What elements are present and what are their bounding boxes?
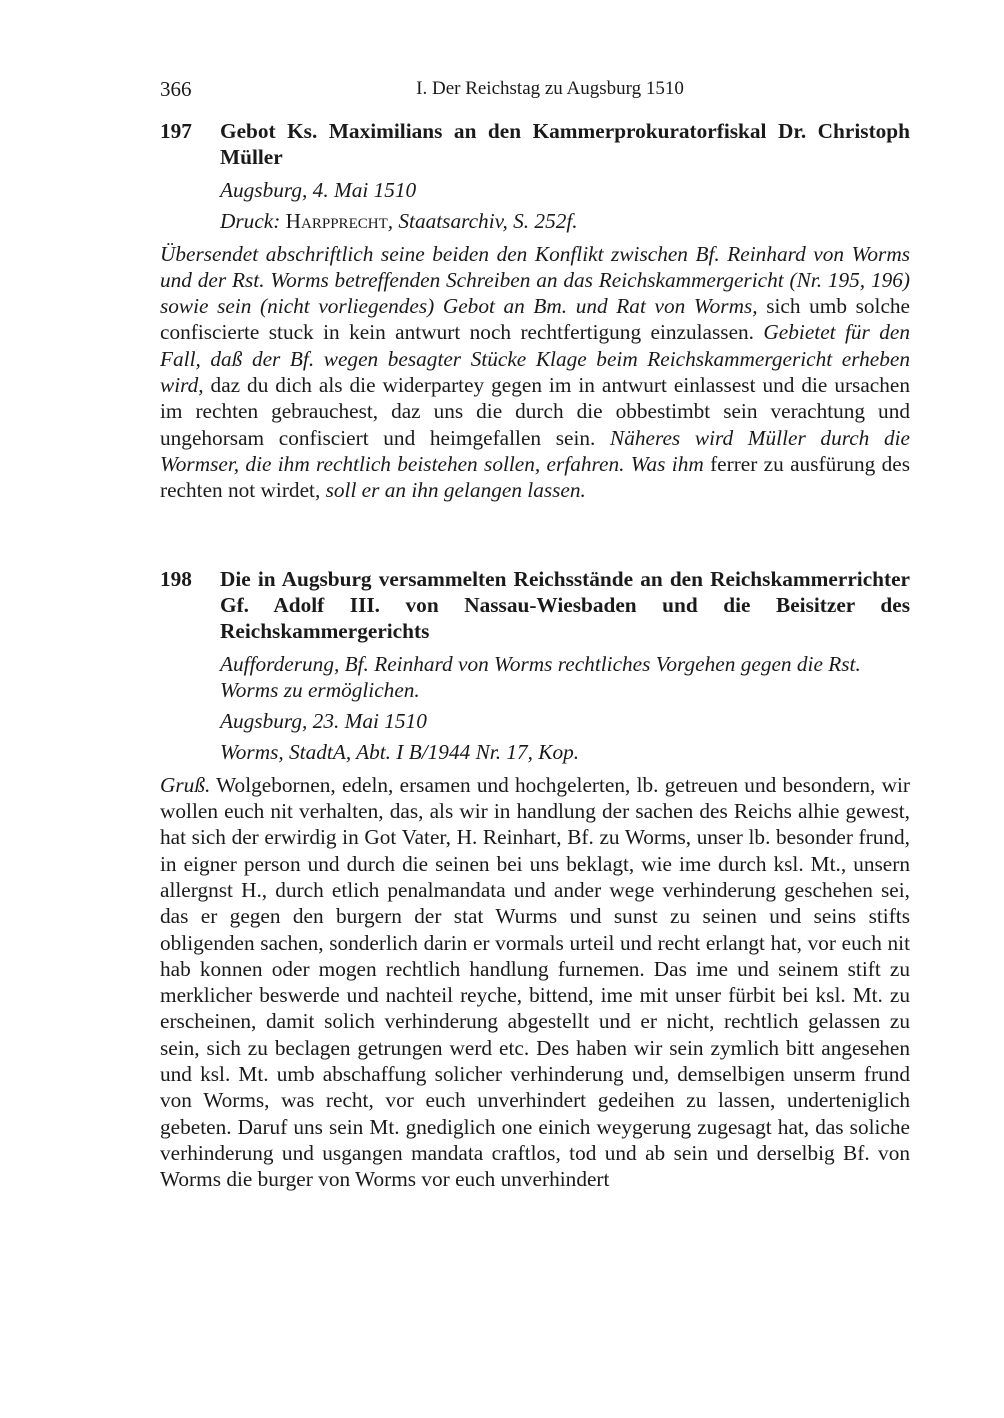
- body-segment: sich umb solche confiscierte stuck in kein antwurt noch rechtfertigung einzulassen.: [160, 294, 910, 345]
- running-header: [160, 76, 910, 106]
- entry-body: [160, 241, 910, 504]
- print-author: Harpprecht: [285, 209, 388, 234]
- body-segment: Näheres wird Müller durch die Wormser, die ihm rechtlich beistehen sollen, erfahren. Was ihm: [160, 425, 910, 476]
- entry-number: 198: [160, 566, 192, 591]
- body-segment: Gebietet für den Fall, daß der Bf. wegen besagter Stücke Klage beim Reichskammergericht erheben wird,: [160, 320, 911, 398]
- entry-198: [160, 566, 910, 1193]
- entry-print-reference: [220, 208, 910, 234]
- entry-place-date: Augsburg, 4. Mai 1510: [220, 178, 417, 202]
- body-text: Wolgebornen, edeln, ersamen und hochgelerten, lb. getreuen und besondern, wir wollen euch nit verhalten, das, als wir in handlung der sachen des Reichs alhie gewest, hat sich der erwirdig in Got Vater, H. Reinhart, Bf. zu Worms, unser lb. besonder frund, in eigner person und durch die seinen bei uns beklagt, wie ime durch ksl. Mt., unsern allergnst H., durch etlich penalmandata und ander wege verhinderung geschehen sei, das er gegen den burgern der stat Wurms und sunst zu seinen und seins stifts obligenden sachen, sonderlich darin er vormals urteil und recht erlangt hat, vor euch nit hab konnen oder mogen rechtlich handlung furnemen. Das ime und seinem stift zu merklicher beswerde und nachteil reyche, bittend, ime mit unser fürbit bei ksl. Mt. zu erscheinen, damit solich verhinderung abgestellt und er nicht, rechtlich gelassen zu sein, sich zu beclagen getrungen werd etc. Des haben wir sein zymlich bitt angesehen und ksl. Mt. umb abschaffung solicher verhinderung und, demselbigen unserm frund von Worms, was recht, vor euch unverhindert gedeihen zu lassen, underteniglich gebeten. Daruf uns sein Mt. gnediglich one einich weygerung zugesagt hat, das soliche verhinderung und usgangen mandata craftlos, tod und ab sein und derselbig Bf. von Worms die burger von Worms vor euch unverhindert: [160, 772, 910, 1192]
- entry-place-date: Augsburg, 23. Mai 1510: [220, 709, 427, 734]
- section-gap: [160, 504, 910, 554]
- entry-summary: Aufforderung, Bf. Reinhard von Worms rechtliches Vorgehen gegen die Rst. Worms zu ermöglichen.: [220, 651, 861, 702]
- entry-title: Die in Augsburg versammelten Reichsstände an den Reichskammerrichter Gf. Adolf III. von Nassau-Wiesbaden und die Beisitzer des Reichskammergerichts: [220, 566, 910, 643]
- page-number: 366: [160, 77, 192, 101]
- entry-number: 197: [160, 119, 192, 143]
- body-segment: daz du dich als die widerpartey gegen im in antwurt einlassest und die ursachen im rechten gebrauchest, daz uns die durch die obbestimbt sein verachtung und ungehorsam confisciert und heimgefallen sein.: [160, 373, 910, 450]
- body-segment: , soll er an ihn gelangen lassen.: [314, 478, 586, 503]
- greeting: Gruß.: [160, 772, 211, 797]
- entry-heading: [160, 566, 910, 644]
- entry-body: [160, 772, 910, 1193]
- print-label: Druck:: [220, 209, 281, 234]
- entry-heading: [160, 118, 910, 170]
- document-page: [160, 76, 910, 1193]
- body-segment: ferrer zu ausfürung des rechten not wirdet: [160, 451, 910, 503]
- entry-197: [160, 118, 910, 504]
- print-rest: , Staatsarchiv, S. 252f.: [387, 209, 578, 234]
- entry-title: Gebot Ks. Maximilians an den Kammerprokuratorfiskal Dr. Christoph Müller: [220, 119, 910, 169]
- entry-source: Worms, StadtA, Abt. I B/1944 Nr. 17, Kop.: [220, 740, 580, 765]
- body-segment: Übersendet abschriftlich seine beiden den Konflikt zwischen Bf. Reinhard von Worms und der Rst. Worms betreffenden Schreiben an das Reichskammergericht (Nr. 195, 196) sowie sein (nicht vorliegendes) Gebot an Bm. und Rat von Worms,: [160, 241, 910, 319]
- running-title: I. Der Reichstag zu Augsburg 1510: [416, 78, 684, 99]
